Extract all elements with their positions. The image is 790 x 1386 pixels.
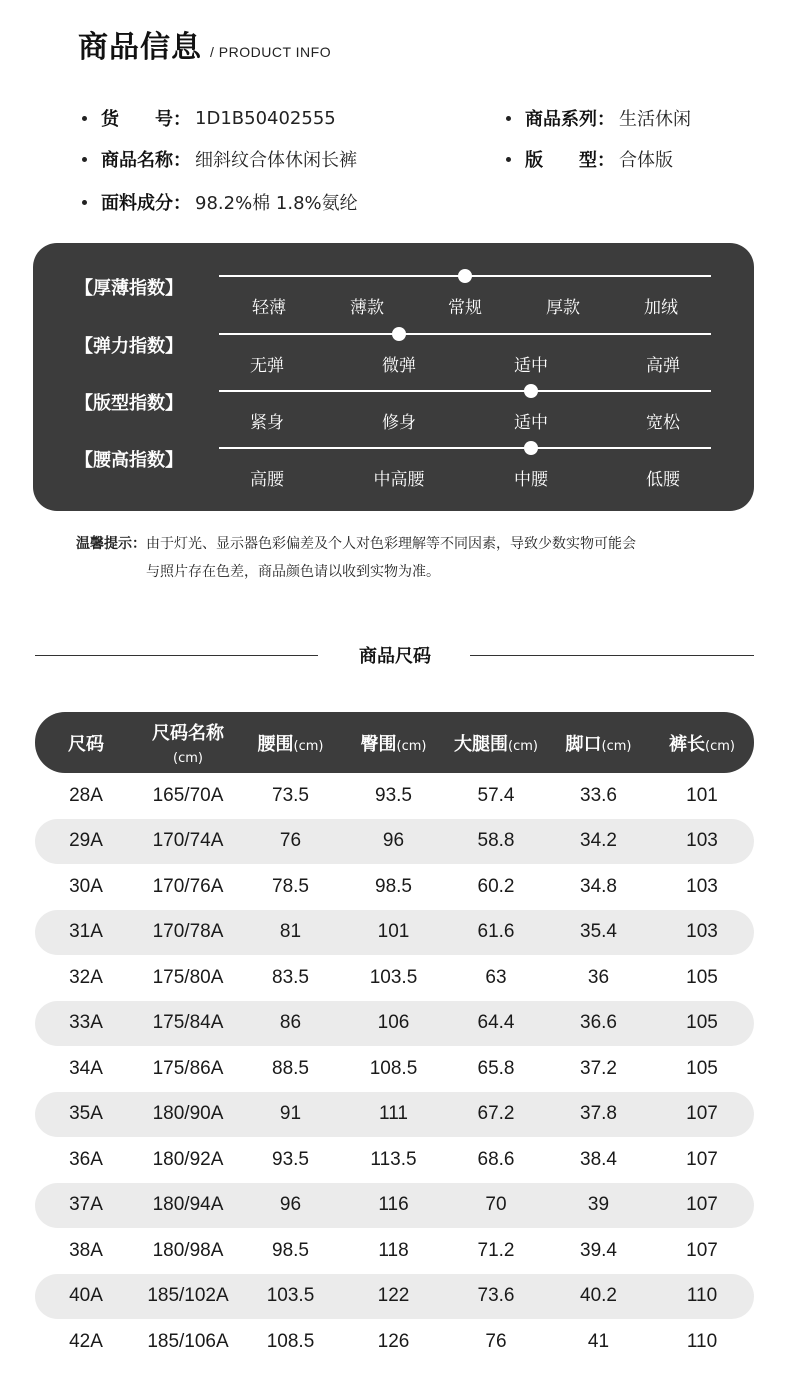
- size-table: [35, 712, 754, 1365]
- notice-line1: 由于灯光、显示器色彩偏差及个人对色彩理解等不同因素，导致少数实物可能会: [146, 536, 636, 552]
- table-cell: 34A: [69, 1057, 103, 1079]
- table-cell: 108.5: [266, 1330, 315, 1352]
- index-option-label: 紧身: [250, 413, 284, 433]
- table-row: [35, 1274, 754, 1320]
- index-option-label: 轻薄: [252, 298, 286, 318]
- table-cell: 34.2: [580, 830, 617, 852]
- table-cell: 180/92A: [152, 1148, 224, 1170]
- table-cell: 103: [686, 921, 718, 943]
- table-cell: 38A: [69, 1239, 103, 1261]
- table-cell: 71.2: [477, 1239, 515, 1261]
- table-cell: 175/84A: [152, 1012, 224, 1034]
- table-cell: 63: [485, 966, 507, 988]
- info-series: [506, 105, 691, 131]
- column-header: 脚口(cm): [565, 733, 632, 755]
- column-header: 臀围(cm): [360, 733, 427, 755]
- table-cell: 40A: [69, 1285, 103, 1307]
- table-cell: 73.6: [477, 1285, 515, 1307]
- column-header: 尺码名称 (cm): [152, 723, 224, 766]
- table-cell: 67.2: [477, 1103, 515, 1125]
- index-marker-icon: [458, 269, 472, 283]
- table-cell: 28A: [69, 784, 103, 806]
- index-scale-line: [219, 333, 711, 335]
- info-item-no: [82, 105, 336, 131]
- table-row: [35, 864, 754, 910]
- column-header: 尺码: [68, 733, 104, 755]
- title-sub: / PRODUCT INFO: [210, 44, 332, 60]
- table-row: [35, 1319, 754, 1365]
- bullet-icon: [506, 116, 511, 121]
- table-cell: 107: [686, 1239, 718, 1261]
- table-cell: 70: [485, 1194, 507, 1216]
- index-scale-line: [219, 447, 711, 449]
- table-cell: 32A: [69, 966, 103, 988]
- table-cell: 111: [379, 1103, 408, 1125]
- title-main: 商品信息: [78, 30, 202, 65]
- table-cell: 91: [279, 1103, 302, 1125]
- info-name: [82, 146, 357, 172]
- table-row: [35, 1092, 754, 1138]
- table-cell: 65.8: [477, 1057, 515, 1079]
- index-option-label: 常规: [448, 298, 482, 318]
- index-name: 【弹力指数】: [75, 336, 183, 357]
- table-cell: 180/94A: [152, 1194, 224, 1216]
- table-row: [35, 1183, 754, 1229]
- table-row: [35, 819, 754, 865]
- table-cell: 170/74A: [152, 830, 224, 852]
- table-cell: 33A: [69, 1012, 103, 1034]
- index-option-label: 薄款: [350, 298, 384, 318]
- table-cell: 113.5: [370, 1148, 417, 1170]
- table-cell: 108.5: [369, 1057, 418, 1079]
- index-marker-icon: [524, 384, 538, 398]
- index-marker-icon: [524, 441, 538, 455]
- table-cell: 185/106A: [147, 1330, 229, 1352]
- column-header: 大腿围(cm): [454, 733, 538, 755]
- index-panel: [33, 243, 754, 511]
- column-header: 腰围(cm): [257, 733, 324, 755]
- notice-label: 温馨提示：: [76, 536, 146, 552]
- table-cell: 37.2: [580, 1057, 617, 1079]
- index-option-label: 无弹: [250, 356, 284, 376]
- table-cell: 93.5: [272, 1148, 309, 1170]
- info-fabric: [82, 189, 358, 215]
- table-row: [35, 1046, 754, 1092]
- table-cell: 38.4: [580, 1148, 617, 1170]
- index-option-label: 适中: [514, 413, 548, 433]
- info-label: 版 型：: [525, 150, 615, 171]
- index-name: 【版型指数】: [75, 393, 183, 414]
- table-body: [35, 773, 754, 1365]
- index-option-label: 高弹: [646, 356, 680, 376]
- index-option-label: 微弹: [382, 356, 416, 376]
- table-row: [35, 1137, 754, 1183]
- table-cell: 36A: [69, 1148, 103, 1170]
- table-cell: 105: [686, 1012, 718, 1034]
- table-cell: 60.2: [477, 875, 515, 897]
- index-option-label: 中腰: [514, 470, 548, 490]
- table-cell: 101: [686, 784, 718, 806]
- table-cell: 31A: [69, 921, 103, 943]
- table-cell: 101: [377, 921, 410, 943]
- table-cell: 107: [686, 1103, 718, 1125]
- column-header: 裤长(cm): [669, 733, 735, 755]
- index-option-label: 高腰: [250, 470, 284, 490]
- table-cell: 110: [686, 1330, 718, 1352]
- table-cell: 105: [686, 966, 718, 988]
- info-value: 合体版: [619, 150, 673, 171]
- table-cell: 40.2: [580, 1285, 617, 1307]
- table-row: [35, 1001, 754, 1047]
- table-cell: 180/90A: [152, 1103, 224, 1125]
- index-option-label: 中高腰: [373, 470, 425, 490]
- table-cell: 76: [279, 830, 302, 852]
- index-marker-icon: [392, 327, 406, 341]
- table-cell: 106: [377, 1012, 410, 1034]
- info-label: 商品名称：: [101, 150, 191, 171]
- table-row: [35, 910, 754, 956]
- table-cell: 30A: [69, 875, 103, 897]
- table-cell: 165/70A: [152, 784, 224, 806]
- table-cell: 39.4: [580, 1239, 617, 1261]
- table-cell: 93.5: [375, 784, 412, 806]
- page-title: [78, 22, 331, 66]
- table-cell: 64.4: [477, 1012, 515, 1034]
- table-cell: 68.6: [477, 1148, 515, 1170]
- table-row: [35, 773, 754, 819]
- bullet-icon: [82, 157, 87, 162]
- table-cell: 42A: [69, 1330, 103, 1352]
- table-cell: 185/102A: [147, 1285, 229, 1307]
- table-cell: 122: [377, 1285, 410, 1307]
- table-cell: 103.5: [266, 1285, 315, 1307]
- table-row: [35, 955, 754, 1001]
- table-cell: 39: [587, 1194, 610, 1216]
- table-cell: 103: [686, 830, 718, 852]
- table-cell: 98.5: [375, 875, 412, 897]
- table-cell: 41: [587, 1330, 610, 1352]
- index-option-label: 适中: [514, 356, 548, 376]
- info-label: 货 号：: [101, 109, 191, 130]
- table-cell: 116: [378, 1194, 409, 1216]
- index-option-label: 加绒: [644, 298, 678, 318]
- table-cell: 37.8: [580, 1103, 617, 1125]
- table-cell: 58.8: [477, 830, 515, 852]
- notice-line2: 与照片存在色差，商品颜色请以收到实物为准。: [146, 564, 440, 580]
- table-cell: 103.5: [369, 966, 418, 988]
- table-cell: 78.5: [272, 875, 309, 897]
- table-cell: 118: [378, 1239, 409, 1261]
- table-cell: 170/76A: [152, 875, 224, 897]
- info-label: 面料成分：: [101, 193, 191, 214]
- bullet-icon: [82, 200, 87, 205]
- size-section-header: [0, 640, 790, 670]
- index-option-label: 厚款: [546, 298, 580, 318]
- index-name: 【厚薄指数】: [75, 278, 183, 299]
- table-cell: 83.5: [272, 966, 309, 988]
- index-name: 【腰高指数】: [75, 450, 183, 471]
- info-value: 细斜纹合体休闲长裤: [195, 150, 357, 171]
- index-option-label: 宽松: [646, 413, 680, 433]
- table-cell: 35.4: [580, 921, 617, 943]
- table-cell: 81: [279, 921, 302, 943]
- table-cell: 76: [485, 1330, 507, 1352]
- table-cell: 29A: [69, 830, 103, 852]
- table-header: [35, 712, 754, 773]
- table-cell: 180/98A: [152, 1239, 224, 1261]
- table-cell: 175/86A: [152, 1057, 224, 1079]
- table-cell: 61.6: [477, 921, 515, 943]
- info-value: 98.2%棉 1.8%氨纶: [195, 193, 358, 214]
- table-cell: 110: [686, 1285, 718, 1307]
- table-cell: 37A: [69, 1194, 103, 1216]
- size-section-title: 商品尺码: [359, 646, 431, 667]
- table-cell: 36: [587, 966, 610, 988]
- table-cell: 170/78A: [152, 921, 224, 943]
- table-cell: 57.4: [477, 784, 515, 806]
- bullet-icon: [82, 116, 87, 121]
- table-cell: 73.5: [272, 784, 309, 806]
- info-value: 1D1B50402555: [195, 107, 336, 129]
- info-label: 商品系列：: [525, 109, 615, 130]
- table-cell: 175/80A: [152, 966, 224, 988]
- table-cell: 105: [686, 1057, 718, 1079]
- index-scale-line: [219, 390, 711, 392]
- info-value: 生活休闲: [619, 109, 691, 130]
- table-row: [35, 1228, 754, 1274]
- table-cell: 36.6: [580, 1012, 617, 1034]
- table-cell: 33.6: [580, 784, 617, 806]
- table-cell: 88.5: [272, 1057, 309, 1079]
- table-cell: 34.8: [580, 875, 617, 897]
- table-cell: 35A: [69, 1103, 103, 1125]
- index-option-label: 低腰: [646, 470, 680, 490]
- table-cell: 98.5: [272, 1239, 309, 1261]
- index-option-label: 修身: [382, 413, 416, 433]
- table-cell: 86: [279, 1012, 302, 1034]
- table-cell: 103: [686, 875, 718, 897]
- table-cell: 96: [382, 830, 405, 852]
- bullet-icon: [506, 157, 511, 162]
- table-cell: 107: [686, 1148, 718, 1170]
- table-cell: 96: [279, 1194, 302, 1216]
- notice: [76, 530, 636, 586]
- info-fit: [506, 146, 673, 172]
- table-cell: 126: [377, 1330, 410, 1352]
- table-cell: 107: [686, 1194, 718, 1216]
